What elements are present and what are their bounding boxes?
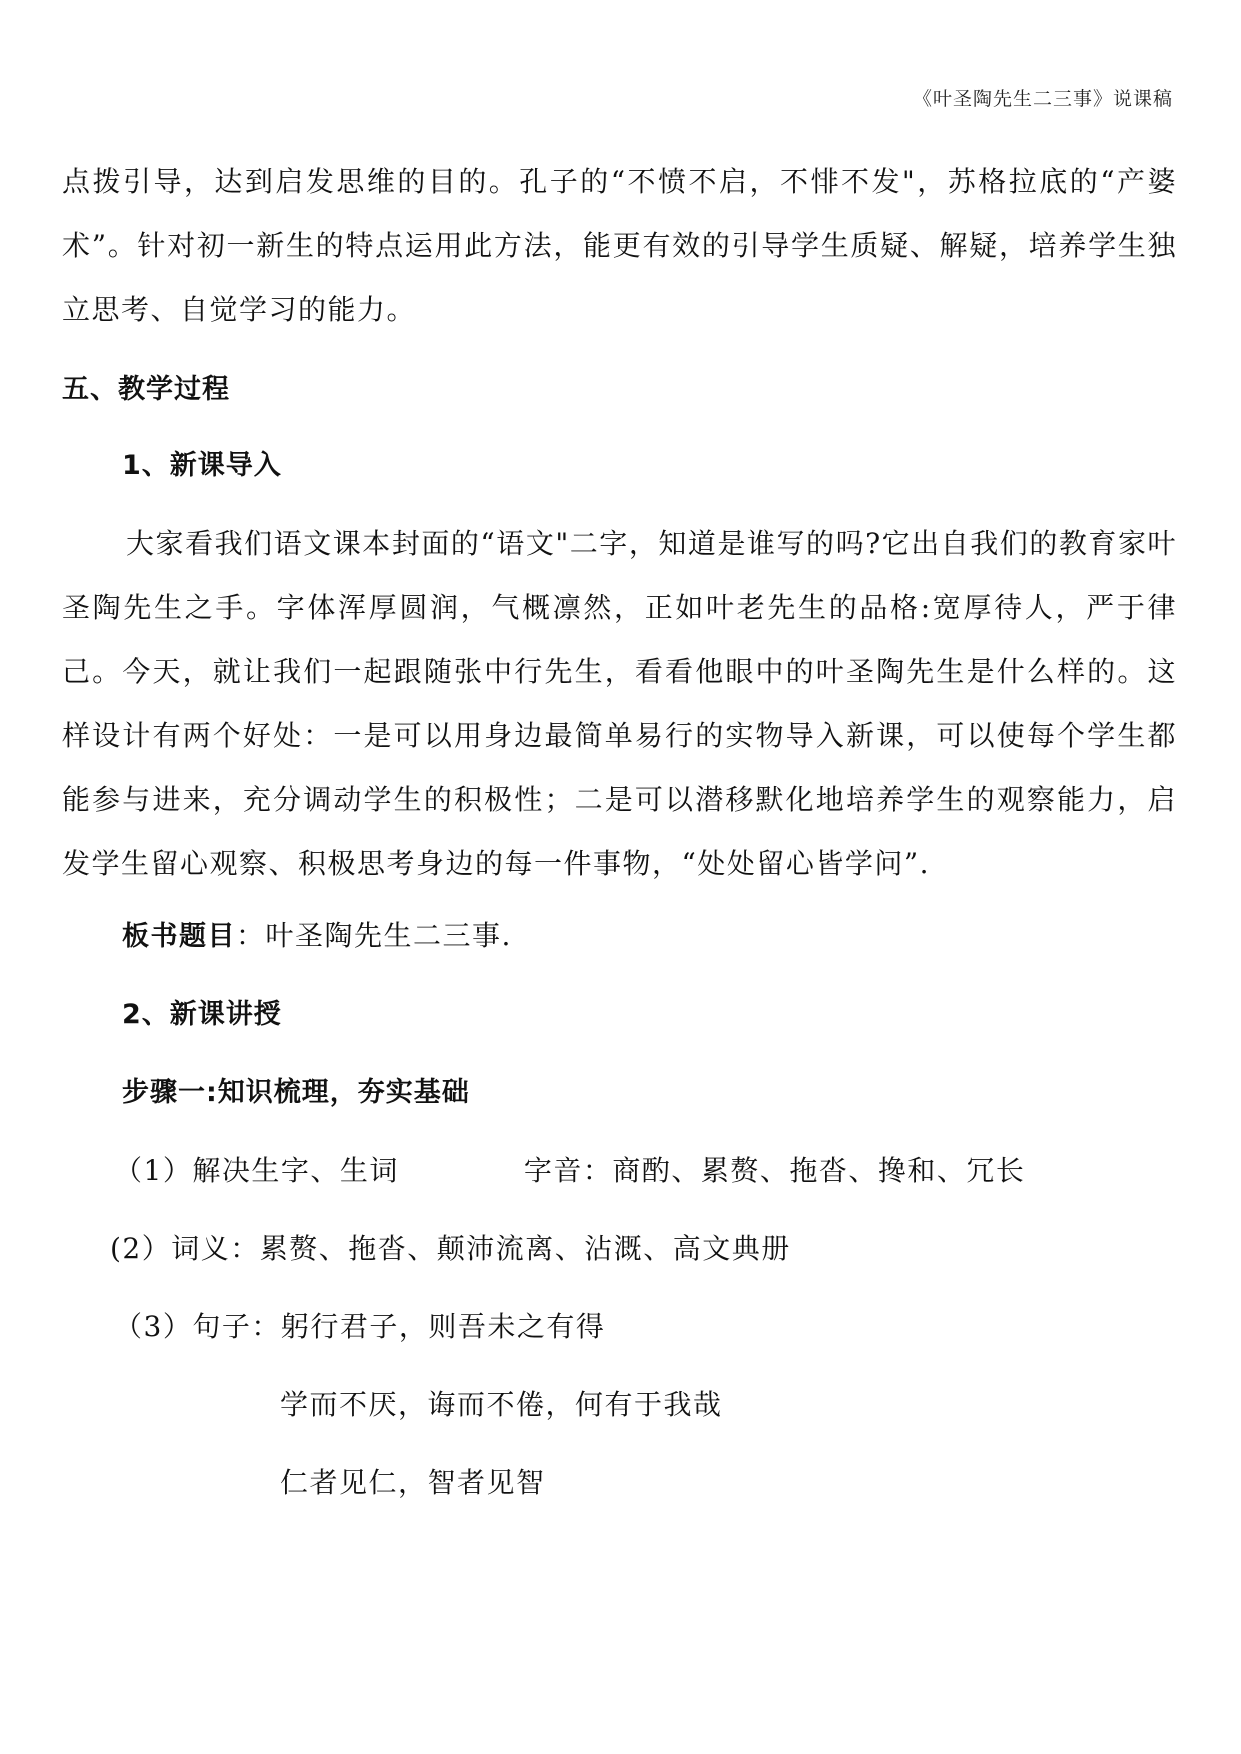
document-body — [62, 150, 1177, 1503]
new-lesson-intro-paragraph: 大家看我们语文课本封面的“语文"二字，知道是谁写的吗?它出自我们的教育家叶圣陶先生之手。字体浑厚圆润，气概凛然，正如叶老先生的品格:宽厚待人，严于律己。今天，就让我们一起跟随张中行先生，看看他眼中的叶圣陶先生是什么样的。这样设计有两个好处：一是可以用身边最简单易行的实物导入新课，可以使每个学生都能参与进来，充分调动学生的积极性；二是可以潜移默化地培养学生的观察能力，启发学生留心观察、积极思考身边的每一件事物，“处处留心皆学问”. — [62, 527, 1177, 880]
new-lesson-teaching-heading: 2、新课讲授 — [122, 999, 282, 1030]
sentence-line-3: 仁者见仁，智者见智 — [280, 1466, 546, 1499]
list-item-sentences: （3）句子：躬行君子，则吾未之有得 — [114, 1310, 606, 1343]
list-item-word-meaning: (2）词义：累赘、拖沓、颠沛流离、沾溉、高文典册 — [110, 1232, 791, 1265]
step-one-heading: 步骤一:知识梳理，夯实基础 — [122, 1077, 470, 1108]
board-title-line — [62, 916, 1177, 957]
list-item-vocabulary-label: （1）解决生字、生词 — [114, 1154, 399, 1187]
section-five-heading: 五、教学过程 — [62, 374, 230, 405]
board-title-label: 板书题目 — [122, 921, 236, 952]
new-lesson-intro-heading: 1、新课导入 — [122, 450, 282, 481]
list-item-pronunciation: 字音：商酌、累赘、拖沓、搀和、冗长 — [523, 1154, 1026, 1187]
intro-paragraph: 点拨引导，达到启发思维的目的。孔子的“不愤不启，不悱不发"，苏格拉底的“产婆术”。针对初一新生的特点运用此方法，能更有效的引导学生质疑、解疑，培养学生独立思考、自觉学习的能力。 — [62, 165, 1177, 326]
document-header-title: 《叶圣陶先生二三事》说课稿 — [912, 88, 1173, 110]
board-title-text: ：叶圣陶先生二三事. — [236, 919, 512, 952]
list-item-vocabulary — [62, 1151, 1177, 1191]
sentence-line-2: 学而不厌，诲而不倦，何有于我哉 — [280, 1388, 723, 1421]
